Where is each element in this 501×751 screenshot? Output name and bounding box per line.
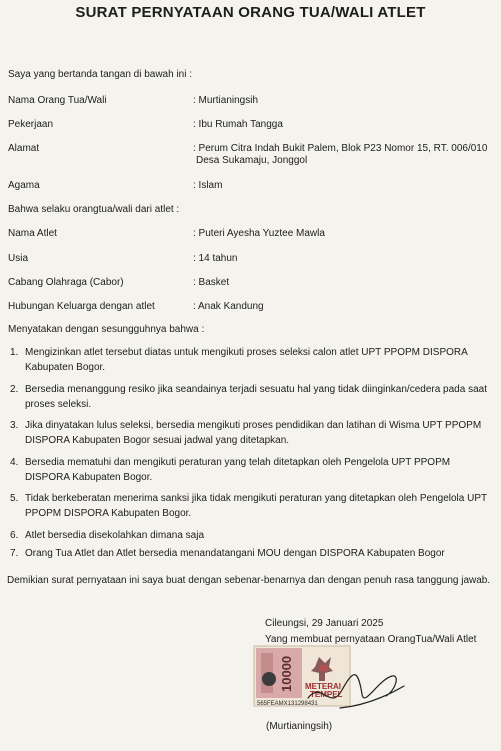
list-item-number: 1. <box>10 347 19 358</box>
address-value-line2: Desa Sukamaju, Jonggol <box>196 155 308 166</box>
athlete-intro-text: Bahwa selaku orangtua/wali dari atlet : <box>8 204 180 215</box>
age-value: : 14 tahun <box>193 253 238 264</box>
list-item-number: 3. <box>10 420 19 431</box>
stamp-label-line1: METERAI <box>305 682 341 691</box>
closing-paragraph: Demikian surat pernyataan ini saya buat dengan sebenar-benarnya dan dengan penuh rasa tanggung jawab. <box>7 575 491 586</box>
signer-name: (Murtianingsih) <box>266 721 333 732</box>
list-item-text: Jika dinyatakan lulus seleksi, bersedia mengikuti proses pendidikan dan latihan di Wisma UPT PPOPM DISPORA Kabupaten Bogor sesuai jadwal yang ditetapkan. <box>25 420 482 446</box>
list-item-text: Orang Tua Atlet dan Atlet bersedia menandatangani MOU dengan DISPORA Kabupaten Bogor <box>25 548 445 559</box>
religion-label: Agama <box>8 180 40 191</box>
stamp-denomination: 10000 <box>279 655 294 692</box>
signature <box>300 650 410 725</box>
parent-name-value: : Murtianingsih <box>193 95 259 106</box>
job-value: : Ibu Rumah Tangga <box>193 119 283 130</box>
sport-value: : Basket <box>193 277 230 288</box>
address-value-line1: : Perum Citra Indah Bukit Palem, Blok P23 Nomor 15, RT. 006/010 <box>193 143 488 154</box>
stamp-label-line2: TEMPEL <box>310 690 343 699</box>
list-item-number: 4. <box>10 457 19 468</box>
sport-label: Cabang Olahraga (Cabor) <box>8 277 124 288</box>
athlete-name-label: Nama Atlet <box>8 228 57 239</box>
address-label: Alamat <box>8 143 40 154</box>
list-item-number: 6. <box>10 530 19 541</box>
place-date: Cileungsi, 29 Januari 2025 <box>265 618 384 629</box>
list-item-text: Atlet bersedia disekolahkan dimana saja <box>25 530 204 541</box>
list-item-number: 7. <box>10 548 19 559</box>
signer-caption: Yang membuat pernyataan OrangTua/Wali Atlet <box>265 634 477 645</box>
intro-text: Saya yang bertanda tangan di bawah ini : <box>8 69 193 80</box>
age-label: Usia <box>8 253 29 264</box>
list-item-text: Mengizinkan atlet tersebut diatas untuk mengikuti proses seleksi calon atlet UPT PPOPM DISPORA Kabupaten Bogor. <box>25 347 468 373</box>
religion-value: : Islam <box>193 180 223 191</box>
list-item-text: Bersedia menanggung resiko jika seandainya terjadi sesuatu hal yang tidak diinginkan/cedera pada saat proses seleksi. <box>25 384 487 410</box>
list-item-number: 5. <box>10 493 19 504</box>
statement-intro-text: Menyatakan dengan sesungguhnya bahwa : <box>8 324 205 335</box>
list-item-number: 2. <box>10 384 19 395</box>
job-label: Pekerjaan <box>8 119 54 130</box>
relation-value: : Anak Kandung <box>193 301 264 312</box>
stamp-serial: 565FEAMX131298431 <box>257 701 318 707</box>
list-item-text: Bersedia mematuhi dan mengikuti peraturan yang telah ditetapkan oleh Pengelola UPT PPOPM DISPORA Kabupaten Bogor. <box>25 457 451 483</box>
parent-name-label: Nama Orang Tua/Wali <box>8 95 107 106</box>
document-title: SURAT PERNYATAAN ORANG TUA/WALI ATLET <box>75 4 426 21</box>
relation-label: Hubungan Keluarga dengan atlet <box>8 301 155 312</box>
athlete-name-value: : Puteri Ayesha Yuztee Mawla <box>193 228 325 239</box>
list-item-text: Tidak berkeberatan menerima sanksi jika tidak mengikuti peraturan yang ditetapkan oleh Pengelola UPT PPOPM DISPORA Kabupaten Bogor. <box>25 493 487 519</box>
